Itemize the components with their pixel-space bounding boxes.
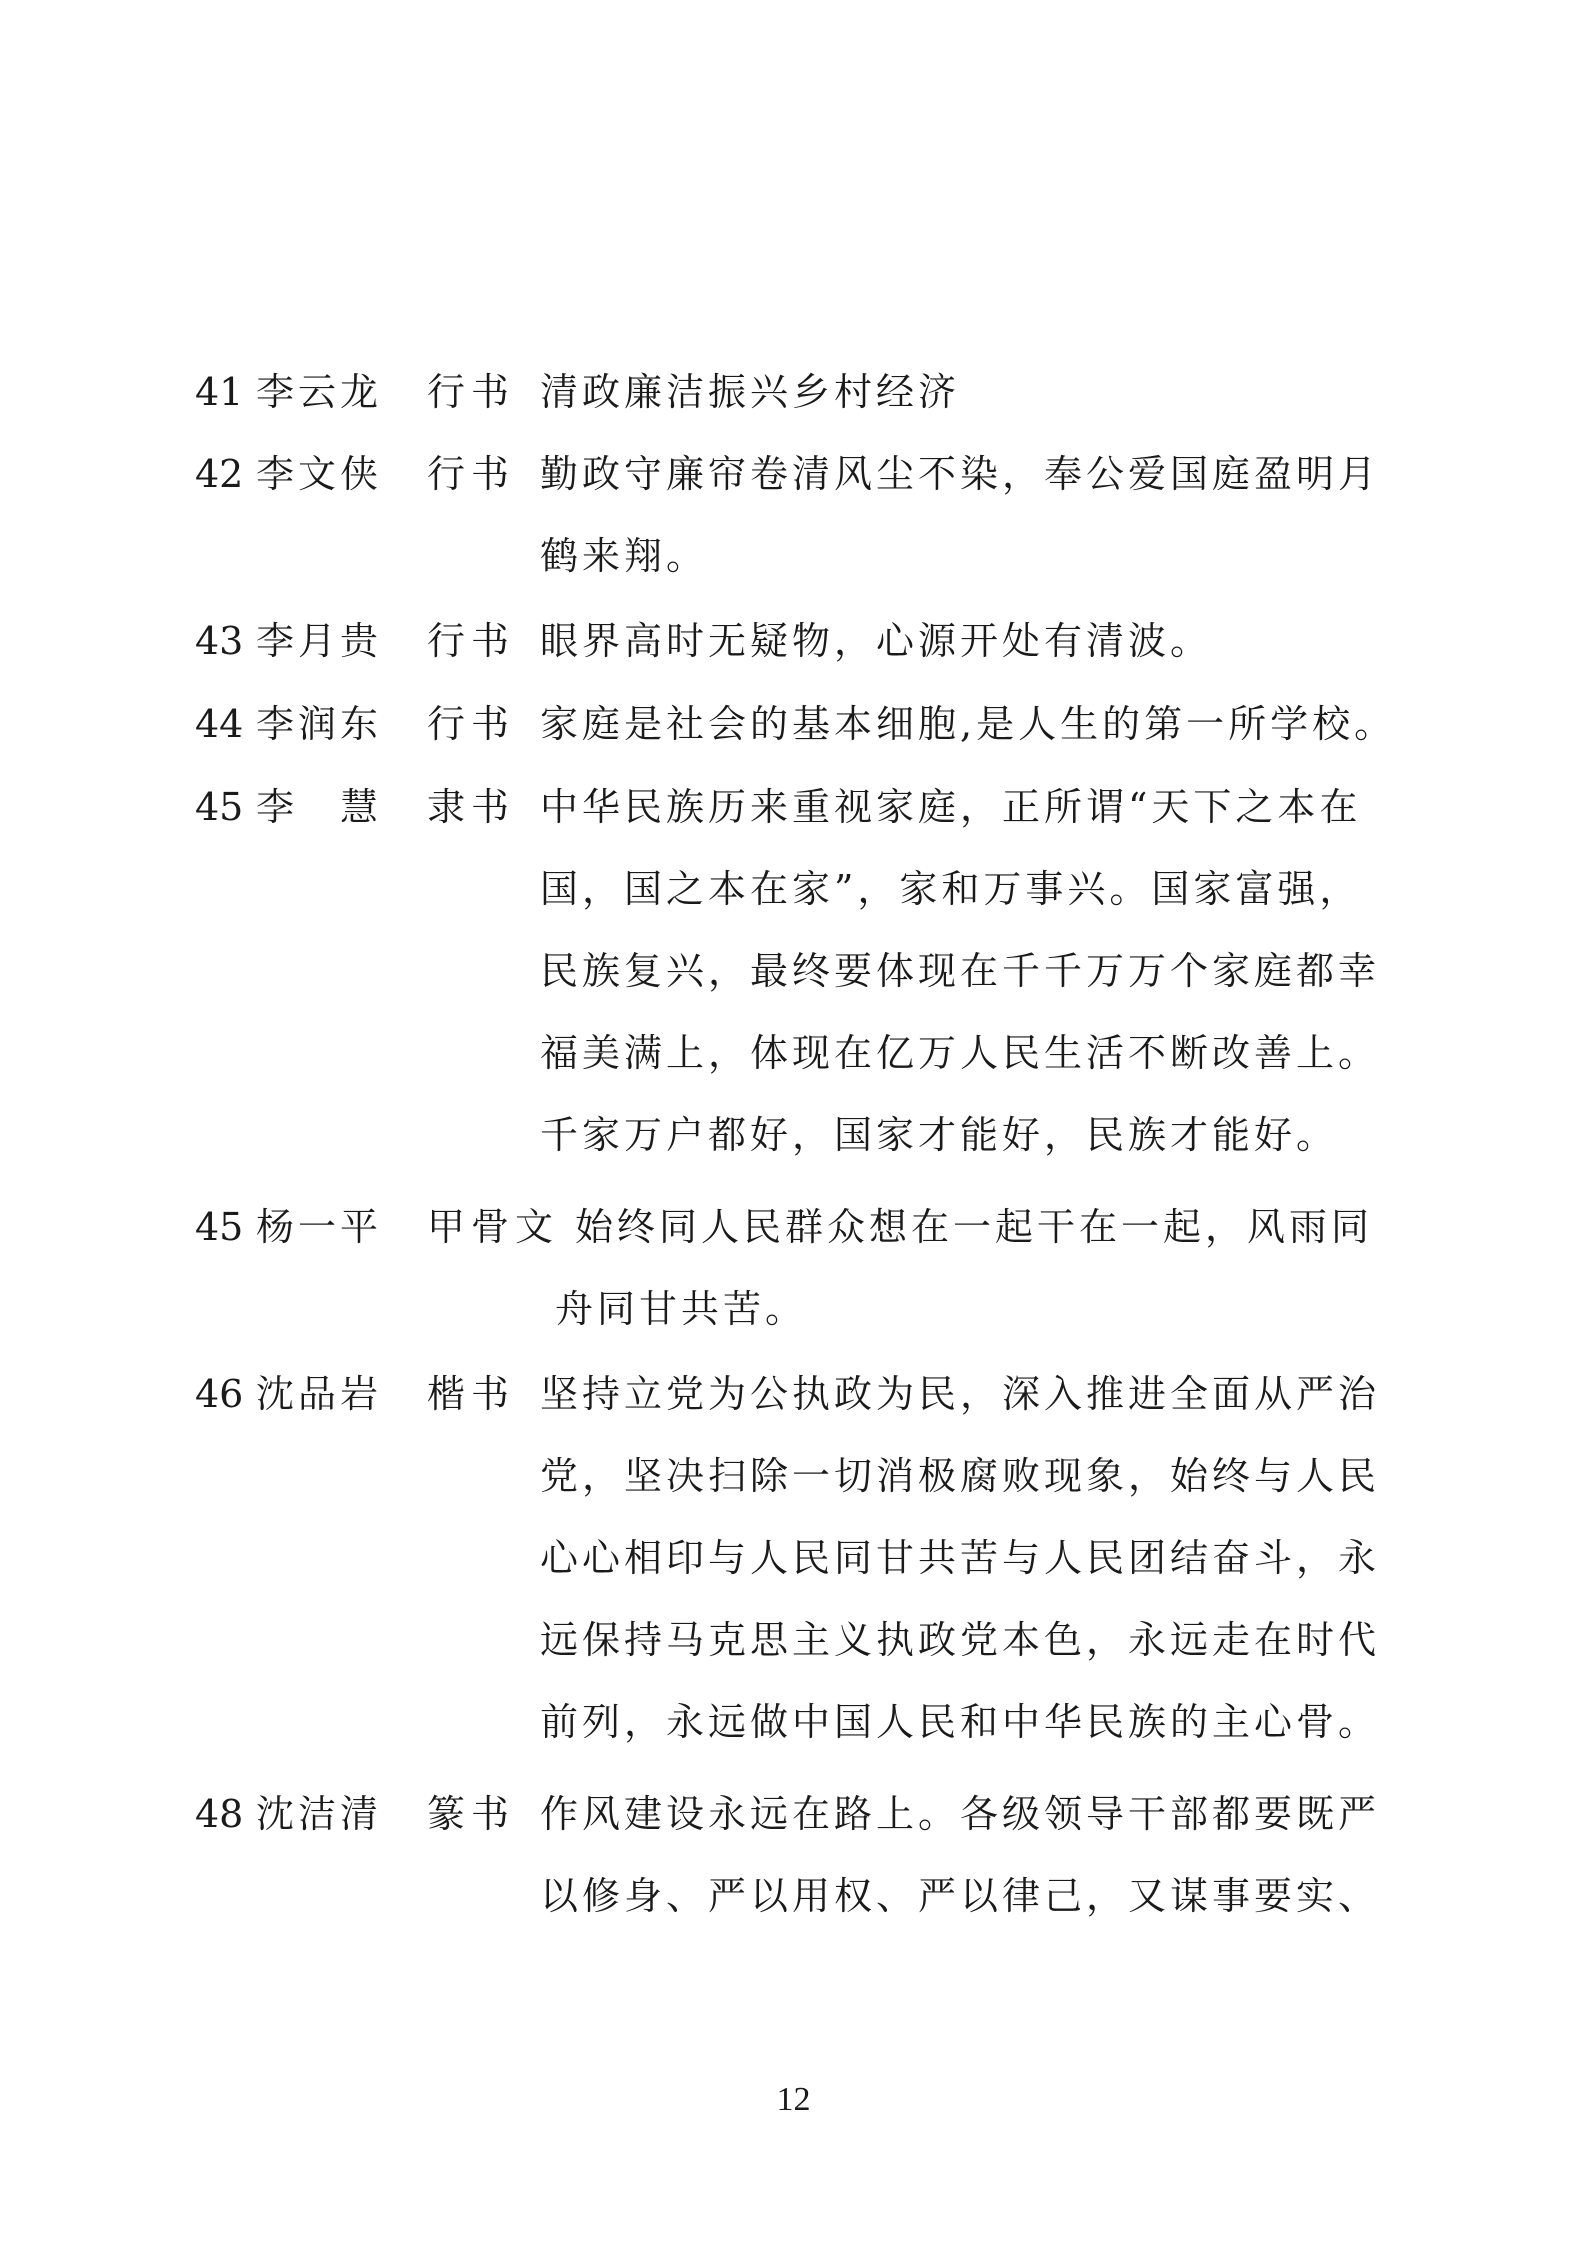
list-item — [0, 600, 1587, 682]
calligraphy-style: 楷书 — [427, 1372, 516, 1416]
entry-text — [540, 1773, 1400, 1937]
calligraphy-style: 篆书 — [427, 1792, 516, 1836]
text-line: 中华民族历来重视家庭，正所谓“天下之本在 — [540, 785, 1362, 829]
text-line: 勤政守廉帘卷清风尘不染，奉公爱国庭盈明月 — [540, 452, 1381, 496]
calligraphy-style: 行书 — [427, 370, 516, 414]
entry-number: 45 — [195, 785, 244, 829]
text-line: 舟同甘共苦。 — [555, 1287, 808, 1331]
entry-text — [540, 351, 1400, 433]
calligraphy-style: 隶书 — [427, 785, 516, 829]
calligraphy-style: 行书 — [427, 619, 516, 663]
calligraphy-style: 行书 — [427, 702, 516, 746]
text-line: 福美满上，体现在亿万人民生活不断改善上。 — [540, 1031, 1381, 1075]
entry-text — [540, 766, 1400, 1176]
page-number: 12 — [776, 2081, 811, 2118]
entry-number: 48 — [195, 1792, 244, 1836]
author-name: 李 慧 — [256, 785, 383, 829]
text-line: 始终同人民群众想在一起干在一起，风雨同 — [575, 1205, 1374, 1249]
author-name: 杨一平 — [256, 1205, 383, 1249]
list-item — [0, 351, 1587, 433]
entry-number: 44 — [195, 702, 244, 746]
text-line: 作风建设永远在路上。各级领导干部都要既严 — [540, 1792, 1381, 1836]
calligraphy-style: 行书 — [427, 452, 516, 496]
text-line: 千家万户都好，国家才能好，民族才能好。 — [540, 1113, 1339, 1157]
entry-text — [540, 600, 1400, 682]
text-line: 心心相印与人民同甘共苦与人民团结奋斗，永 — [540, 1536, 1381, 1580]
list-item — [0, 683, 1587, 765]
entry-text — [540, 683, 1400, 765]
text-line: 党，坚决扫除一切消极腐败现象，始终与人民 — [540, 1454, 1381, 1498]
author-name: 沈品岩 — [256, 1372, 383, 1416]
text-line: 鹤来翔。 — [540, 534, 709, 578]
list-item — [0, 1186, 1587, 1350]
text-line: 国，国之本在家”，家和万事兴。国家富强， — [540, 867, 1362, 911]
entry-text — [540, 1353, 1400, 1763]
text-line: 清政廉洁振兴乡村经济 — [540, 370, 961, 414]
list-item — [0, 766, 1587, 1176]
entry-text — [555, 1186, 1435, 1350]
author-name: 李月贵 — [256, 619, 383, 663]
calligraphy-style: 甲骨文 — [427, 1205, 560, 1249]
list-item — [0, 1353, 1587, 1763]
text-line: 眼界高时无疑物，心源开处有清波。 — [540, 619, 1213, 663]
entry-text — [540, 433, 1400, 597]
entry-number: 45 — [195, 1205, 244, 1249]
entry-number: 43 — [195, 619, 244, 663]
list-item — [0, 433, 1587, 597]
author-name: 李文侠 — [256, 452, 383, 496]
entry-number: 41 — [195, 370, 244, 414]
author-name: 李云龙 — [256, 370, 383, 414]
author-name: 沈洁清 — [256, 1792, 383, 1836]
text-line: 以修身、严以用权、严以律己，又谋事要实、 — [540, 1874, 1381, 1918]
text-line: 民族复兴，最终要体现在千千万万个家庭都幸 — [540, 949, 1381, 993]
entry-number: 42 — [195, 452, 244, 496]
text-line: 家庭是社会的基本细胞,是人生的第一所学校。 — [540, 702, 1397, 746]
text-line: 远保持马克思主义执政党本色，永远走在时代 — [540, 1618, 1381, 1662]
text-line: 坚持立党为公执政为民，深入推进全面从严治 — [540, 1372, 1381, 1416]
author-name: 李润东 — [256, 702, 383, 746]
text-line: 前列，永远做中国人民和中华民族的主心骨。 — [540, 1700, 1381, 1744]
entry-number: 46 — [195, 1372, 244, 1416]
list-item — [0, 1773, 1587, 1937]
